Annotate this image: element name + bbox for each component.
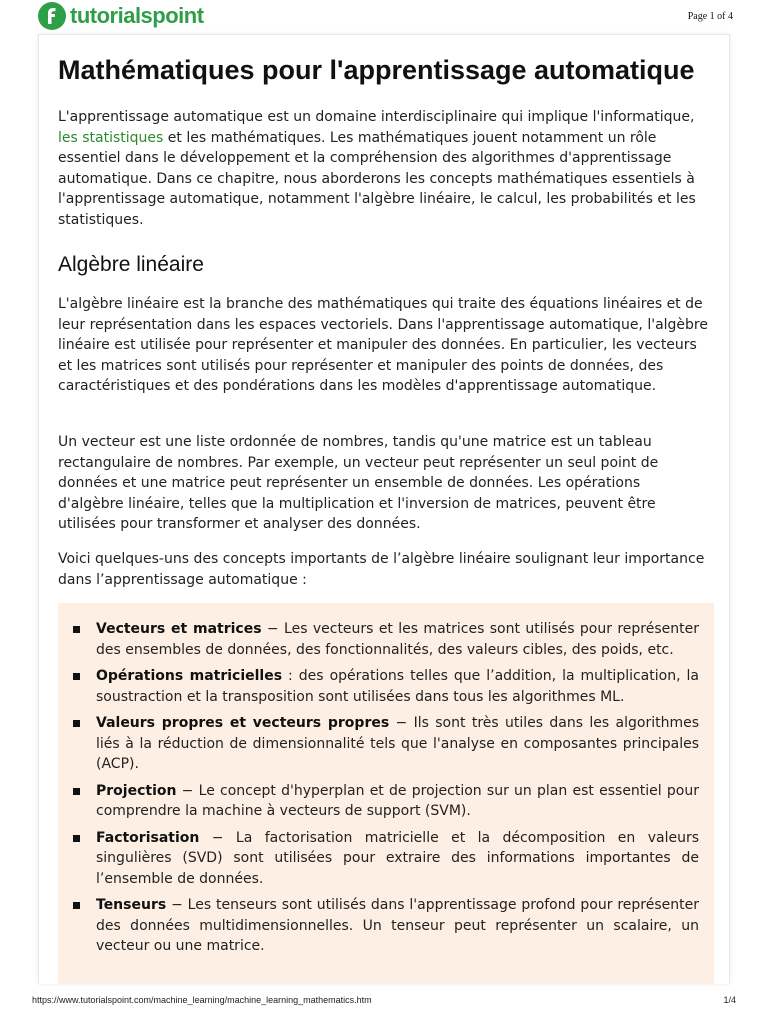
list-item <box>58 666 714 707</box>
square-bullet-icon <box>73 720 80 727</box>
concept-desc: − Les tenseurs sont utilisés dans l'apprentissage profond pour représenter des données multidimensionnelles. Un tenseur peut représenter un scalaire, un vecteur ou une matrice. <box>96 897 699 954</box>
tutorialspoint-logo-icon <box>38 2 66 30</box>
article-card <box>38 34 730 984</box>
vector-matrix-paragraph: Un vecteur est une liste ordonnée de nombres, tandis qu'une matrice est un tableau rectangulaire de nombres. Par exemple, un vecteur peut représenter un seul point de données et une matrice peut représenter un ensemble de données. Les opérations d'algèbre linéaire, telles que la multiplication et l'inversion de matrices, peuvent être utilisées pour transformer et analyser des données. <box>58 434 659 532</box>
square-bullet-icon <box>73 902 80 909</box>
section-heading: Algèbre linéaire <box>58 253 204 276</box>
concept-term: Opérations matricielles <box>96 668 283 684</box>
concepts-box <box>58 603 714 984</box>
concept-term: Factorisation <box>96 829 200 846</box>
intro-text-after: et les mathématiques. Les mathématiques jouent notamment un rôle essentiel dans le développement et la compréhension des algorithmes d'apprentissage automatique. Dans ce chapitre, nous aborderons les concepts mathématiques essentiels à l'apprentissage automatique, notamment l'algèbre linéaire, le calcul, les probabilités et les statistiques. <box>58 129 696 228</box>
list-item <box>58 619 714 660</box>
intro-text-before: L'apprentissage automatique est un domaine interdisciplinaire qui implique l'informatique, <box>58 109 695 125</box>
list-item <box>58 713 714 775</box>
square-bullet-icon <box>73 673 80 680</box>
concept-desc: − Le concept d'hyperplan et de projection sur un plan est essentiel pour comprendre la machine à vecteurs de support (SVM). <box>96 782 699 819</box>
concept-desc: − La factorisation matricielle et la décomposition en valeurs singulières (SVD) sont utilisées pour extraire des informations importantes de l’ensemble de données. <box>96 829 699 887</box>
list-item <box>58 828 714 890</box>
square-bullet-icon <box>73 788 80 795</box>
logo-text: tutorialspoint <box>70 3 204 28</box>
concepts-list <box>58 619 714 963</box>
statistics-link[interactable]: les statistiques <box>58 129 164 146</box>
list-item <box>58 781 714 822</box>
page-indicator: Page 1 of 4 <box>687 11 733 22</box>
concept-term: Projection <box>96 782 177 799</box>
square-bullet-icon <box>73 835 80 842</box>
concept-term: Vecteurs et matrices <box>96 621 262 637</box>
footer-page-number: 1/4 <box>723 995 736 1005</box>
square-bullet-icon <box>73 626 80 633</box>
concepts-intro-paragraph: Voici quelques-uns des concepts importants de l’algèbre linéaire soulignant leur importance dans l’apprentissage automatique : <box>58 551 705 588</box>
page-title: Mathématiques pour l'apprentissage automatique <box>58 55 695 85</box>
intro-paragraph <box>58 107 710 230</box>
concept-desc: − Les vecteurs et les matrices sont utilisés pour représenter des ensembles de données, des fonctionnalités, des valeurs cibles, des poids, etc. <box>96 621 700 658</box>
site-logo[interactable] <box>38 2 204 30</box>
linear-algebra-paragraph: L'algèbre linéaire est la branche des mathématiques qui traite des équations linéaires et de leur représentation dans les espaces vectoriels. Dans l'apprentissage automatique, l'algèbre linéaire est utilisée pour représenter et manipuler des données. En particulier, les vecteurs et les matrices sont utilisés pour représenter et manipuler des points de données, des caractéristiques et des pondérations dans les modèles d'apprentissage automatique. <box>58 296 708 394</box>
concept-term: Tenseurs <box>96 897 167 913</box>
concept-term: Valeurs propres et vecteurs propres <box>96 715 390 731</box>
list-item <box>58 895 714 957</box>
footer-url: https://www.tutorialspoint.com/machine_learning/machine_learning_mathematics.htm <box>32 995 372 1005</box>
concept-desc: − Ils sont très utiles dans les algorithmes liés à la réduction de dimensionnalité tels que l'analyse en composantes principales (ACP). <box>96 715 699 772</box>
concept-desc: : des opérations telles que l’addition, la multiplication, la soustraction et la transposition sont utilisées dans tous les algorithmes ML. <box>96 668 699 705</box>
